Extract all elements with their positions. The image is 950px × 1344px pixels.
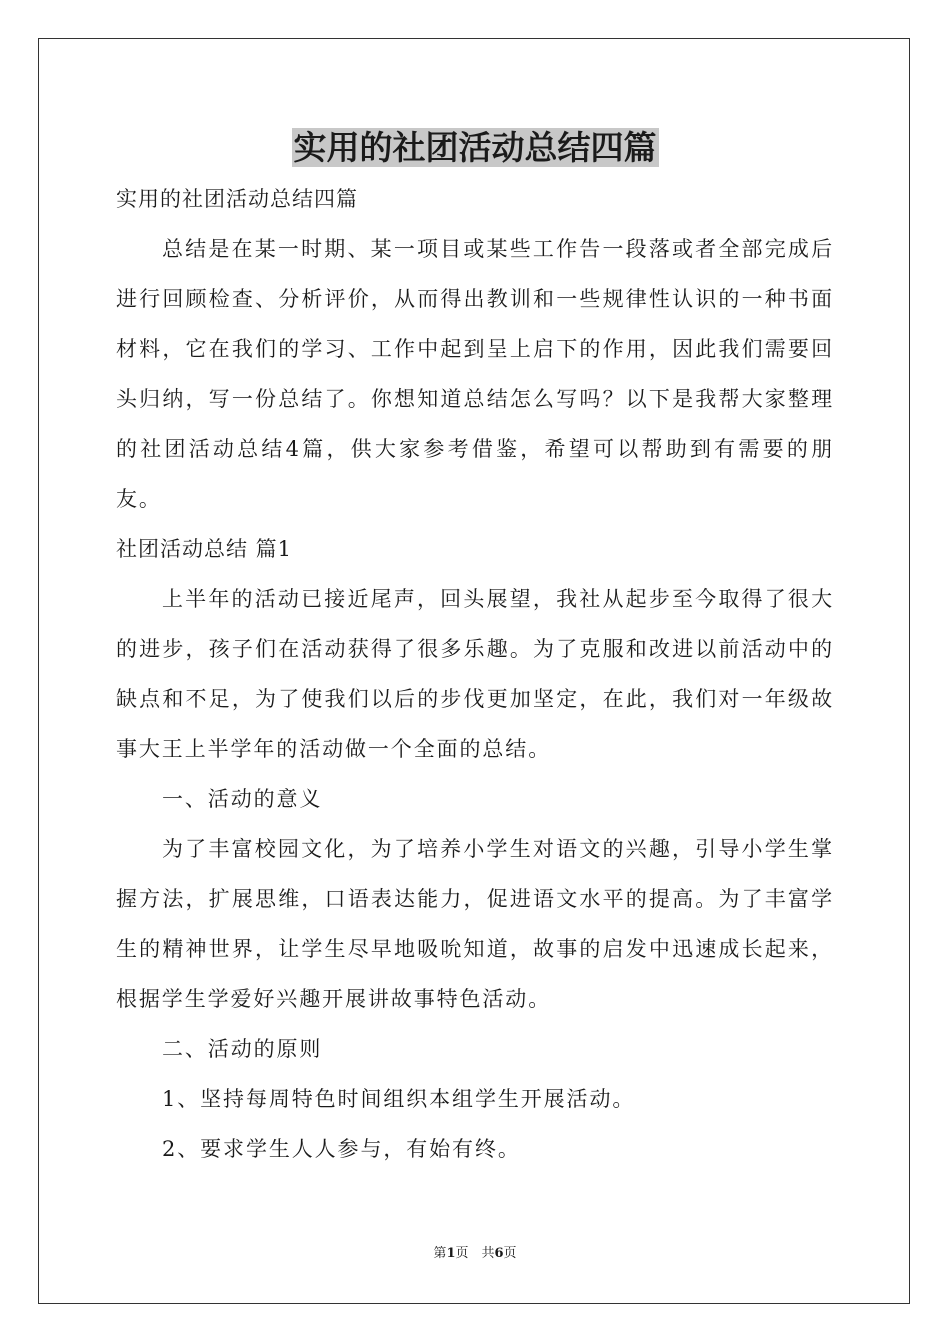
page-prefix: 第 [433, 1246, 447, 1261]
body-paragraph: 上半年的活动已接近尾声，回头展望，我社从起步至今取得了很大的进步，孩子们在活动获得了很多乐趣。为了克服和改进以前活动中的缺点和不足，为了使我们以后的步伐更加坚定，在此，我们对一年级故事大王上半学年的活动做一个全面的总结。 [116, 587, 834, 761]
current-page-number: 1 [446, 1246, 456, 1261]
section-heading-part1: 社团活动总结 篇1 [116, 537, 293, 561]
document-title-text: 实用的社团活动总结四篇 [293, 128, 657, 167]
total-page-number: 6 [494, 1246, 504, 1261]
document-title [0, 122, 950, 174]
list-item: 1、坚持每周特色时间组织本组学生开展活动。 [162, 1087, 636, 1111]
page-separator: 页 共 [455, 1246, 495, 1261]
section-heading-principles: 二、活动的原则 [162, 1037, 323, 1061]
body-paragraph: 为了丰富校园文化，为了培养小学生对语文的兴趣，引导小学生掌握方法，扩展思维，口语表达能力，促进语文水平的提高。为了丰富学生的精神世界，让学生尽早地吸吮知道，故事的启发中迅速成长起来，根据学生学爱好兴趣开展讲故事特色活动。 [116, 837, 834, 1011]
intro-paragraph: 总结是在某一时期、某一项目或某些工作告一段落或者全部完成后进行回顾检查、分析评价，从而得出教训和一些规律性认识的一种书面材料，它在我们的学习、工作中起到呈上启下的作用，因此我们需要回头归纳，写一份总结了。你想知道总结怎么写吗？以下是我帮大家整理的社团活动总结4篇，供大家参考借鉴，希望可以帮助到有需要的朋友。 [116, 237, 834, 511]
document-subtitle: 实用的社团活动总结四篇 [116, 187, 358, 211]
page-suffix: 页 [503, 1246, 517, 1261]
list-item: 2、要求学生人人参与，有始有终。 [162, 1137, 521, 1161]
page-number-footer [0, 1244, 950, 1264]
section-heading-meaning: 一、活动的意义 [162, 787, 323, 811]
document-body [116, 174, 834, 1174]
